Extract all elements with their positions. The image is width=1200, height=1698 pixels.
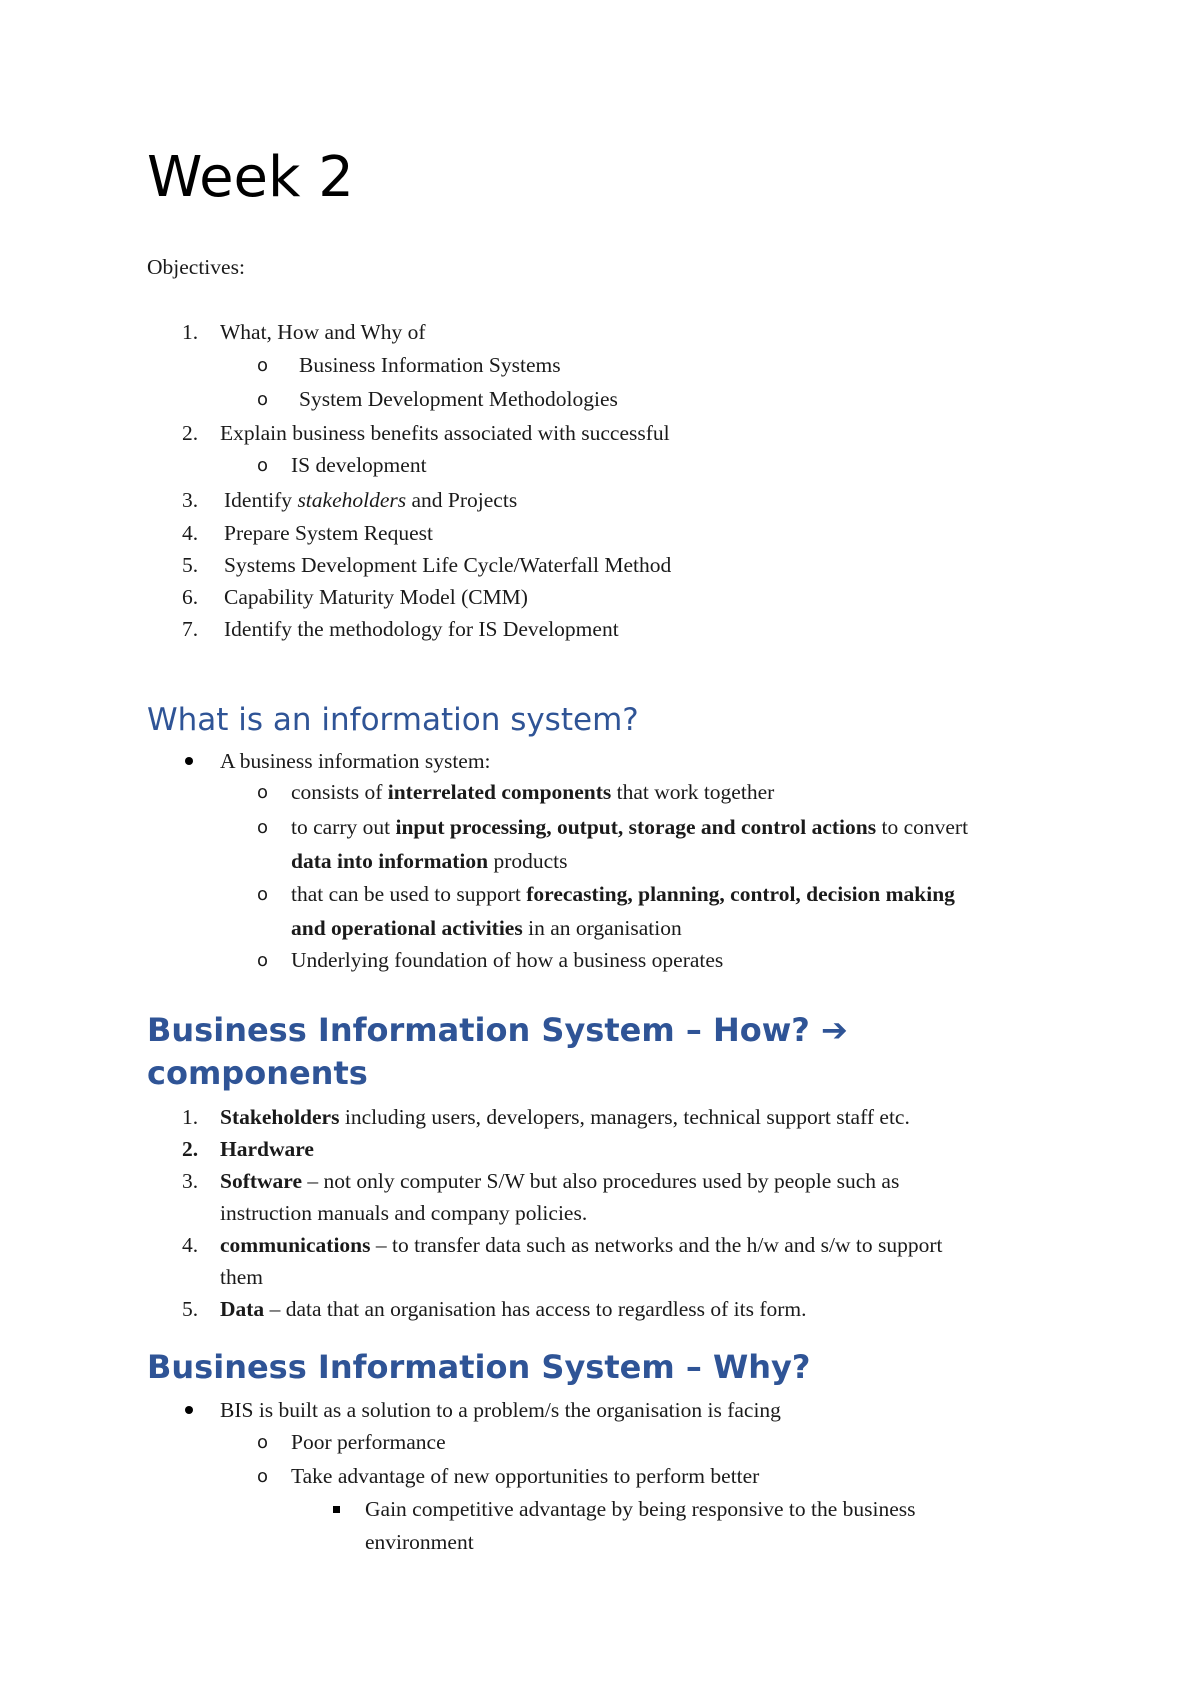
list-item: Systems Development Life Cycle/Waterfall Method xyxy=(224,553,672,577)
list-number: 5. xyxy=(182,1297,199,1321)
list-item: Software – not only computer S/W but also procedures used by people such as xyxy=(220,1169,900,1193)
list-item: IS development xyxy=(291,453,427,477)
list-number: 3. xyxy=(182,488,199,512)
list-item-continuation: and operational activities in an organisation xyxy=(291,916,682,940)
page-title: Week 2 xyxy=(147,145,354,210)
square-bullet-marker xyxy=(333,1506,340,1513)
list-item-continuation: data into information products xyxy=(291,849,568,873)
section-heading: What is an information system? xyxy=(147,702,639,738)
list-item: BIS is built as a solution to a problem/s the organisation is facing xyxy=(220,1398,781,1422)
sub-bullet-marker: o xyxy=(257,389,269,410)
list-item: consists of interrelated components that work together xyxy=(291,780,775,804)
section-heading-continuation: components xyxy=(147,1054,368,1092)
list-item: Gain competitive advantage by being responsive to the business xyxy=(365,1497,916,1521)
bullet-marker xyxy=(185,1406,193,1414)
list-number: 6. xyxy=(182,585,199,609)
list-item: Take advantage of new opportunities to perform better xyxy=(291,1464,760,1488)
list-item-continuation: them xyxy=(220,1265,263,1289)
sub-bullet-marker: o xyxy=(257,455,269,476)
sub-bullet-marker: o xyxy=(257,355,269,376)
list-item-continuation: environment xyxy=(365,1530,474,1554)
sub-bullet-marker: o xyxy=(257,884,269,905)
list-item: Prepare System Request xyxy=(224,521,433,545)
list-item: Identify stakeholders and Projects xyxy=(224,488,518,512)
list-number: 4. xyxy=(182,1233,199,1257)
list-item: Explain business benefits associated with successful xyxy=(220,421,670,445)
arrow-right-icon: ➔ xyxy=(821,1011,848,1049)
list-number: 5. xyxy=(182,553,199,577)
sub-bullet-marker: o xyxy=(257,1466,269,1487)
sub-bullet-marker: o xyxy=(257,950,269,971)
sub-bullet-marker: o xyxy=(257,782,269,803)
section-heading: Business Information System – Why? xyxy=(147,1348,811,1386)
list-item: to carry out input processing, output, storage and control actions to convert xyxy=(291,815,969,839)
list-number: 2. xyxy=(182,1137,199,1161)
list-number: 2. xyxy=(182,421,199,445)
list-item: Business Information Systems xyxy=(299,353,561,377)
list-number: 4. xyxy=(182,521,199,545)
list-item: Capability Maturity Model (CMM) xyxy=(224,585,528,609)
list-item: Poor performance xyxy=(291,1430,446,1454)
sub-bullet-marker: o xyxy=(257,1432,269,1453)
list-number: 1. xyxy=(182,1105,199,1129)
list-number: 3. xyxy=(182,1169,199,1193)
list-number: 7. xyxy=(182,617,199,641)
objectives-label: Objectives: xyxy=(147,255,245,279)
list-item: Underlying foundation of how a business operates xyxy=(291,948,724,972)
list-number: 1. xyxy=(182,320,199,344)
sub-bullet-marker: o xyxy=(257,817,269,838)
list-item-continuation: instruction manuals and company policies. xyxy=(220,1201,588,1225)
bullet-marker xyxy=(185,757,193,765)
list-item: Data – data that an organisation has access to regardless of its form. xyxy=(220,1297,807,1321)
list-item: What, How and Why of xyxy=(220,320,426,344)
list-item: Identify the methodology for IS Development xyxy=(224,617,619,641)
list-item: A business information system: xyxy=(220,749,491,773)
list-item: Stakeholders including users, developers, managers, technical support staff etc. xyxy=(220,1105,910,1129)
list-item: that can be used to support forecasting, planning, control, decision making xyxy=(291,882,955,906)
list-item: System Development Methodologies xyxy=(299,387,618,411)
list-item: communications – to transfer data such as networks and the h/w and s/w to support xyxy=(220,1233,943,1257)
list-item: Hardware xyxy=(220,1137,314,1161)
section-heading: Business Information System – How? ➔ xyxy=(147,1011,848,1049)
